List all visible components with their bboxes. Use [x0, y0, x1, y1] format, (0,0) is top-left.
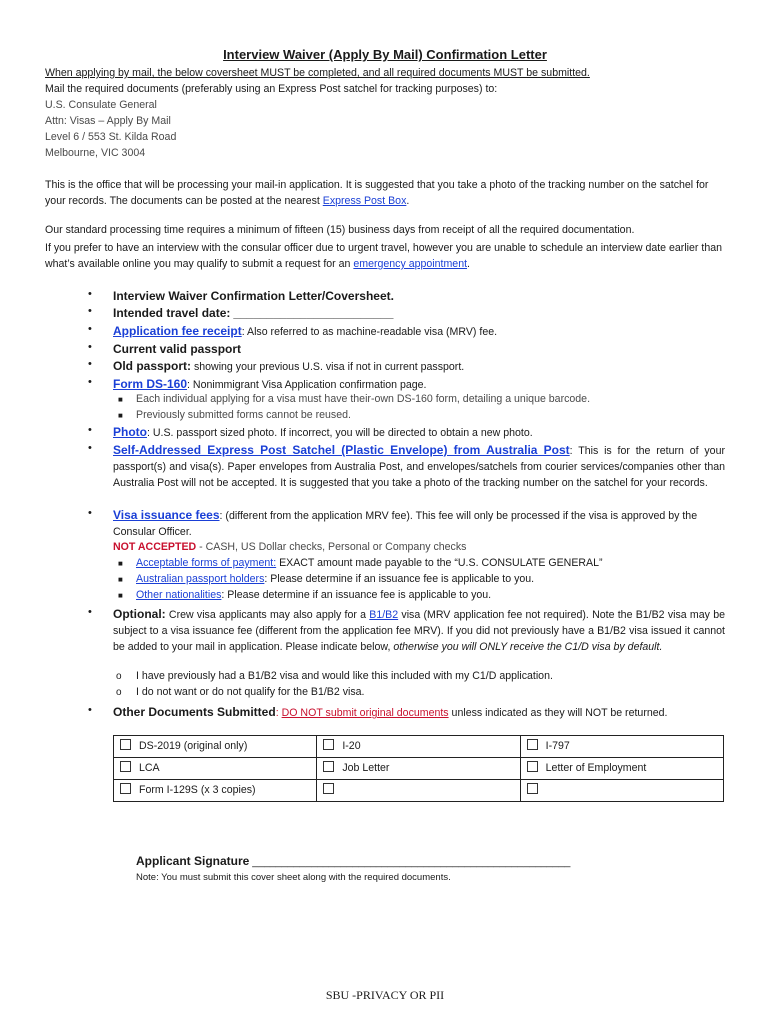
travel-date-blank[interactable]: ________________________ — [233, 306, 394, 320]
item-fee-receipt — [113, 323, 725, 340]
processing-time-line: Our standard processing time requires a minimum of fifteen (15) business days from receipt of all the required documentation. — [45, 224, 635, 236]
doc-label: Form I-129S (x 3 copies) — [139, 784, 256, 796]
ds160-sub-1: Each individual applying for a visa must have their-own DS-160 form, detailing a unique barcode. — [136, 393, 591, 405]
photo-text: : U.S. passport sized photo. If incorrect, you will be directed to obtain a new photo. — [147, 427, 533, 439]
optional-italic-text: otherwise you will ONLY receive the C1/D visa by default. — [393, 641, 663, 653]
address-line-3: Level 6 / 553 St. Kilda Road — [45, 131, 177, 143]
doc-label: Letter of Employment — [545, 762, 647, 774]
australian-holders-line — [136, 573, 534, 585]
other-documents-text: unless indicated as they will NOT be returned. — [448, 707, 668, 719]
item-travel-date — [113, 305, 725, 322]
item-optional — [113, 606, 725, 655]
address-line-2: Attn: Visas – Apply By Mail — [45, 115, 171, 127]
square-bullet-icon: ■ — [118, 411, 123, 420]
processing-office-text: This is the office that will be processing your mail-in application. It is suggested that you take a photo of the tracking number on the satchel for your records. The documents can be posted at the nearest — [45, 179, 709, 207]
option-b1b2-include: I have previously had a B1/B2 visa and would like this included with my C1/D application. — [136, 670, 553, 682]
item-photo — [113, 424, 725, 441]
doc-label: I-797 — [545, 740, 570, 752]
intro-line-1: When applying by mail, the below coversheet MUST be completed, and all required documents MUST be submitted. — [45, 67, 590, 79]
issuance-fees-text: : (different from the application MRV fee). This fee will only be processed if the visa is approved by the Consular Officer. — [113, 510, 698, 538]
square-bullet-icon: ■ — [118, 575, 123, 584]
not-accepted-label: NOT ACCEPTED — [113, 541, 197, 553]
bullet: • — [88, 704, 92, 716]
item-old-passport — [113, 358, 725, 375]
table-cell[interactable] — [520, 736, 723, 758]
signature-line — [136, 854, 570, 868]
item-issuance-fees — [113, 507, 725, 540]
page-footer: SBU -PRIVACY OR PII — [325, 988, 445, 1002]
b1b2-link[interactable]: B1/B2 — [369, 609, 399, 621]
checkbox-icon[interactable] — [527, 739, 538, 750]
doc-label: LCA — [139, 762, 160, 774]
ds160-text: : Nonimmigrant Visa Application confirmation page. — [187, 379, 427, 391]
table-cell[interactable] — [520, 758, 723, 780]
application-fee-receipt-link[interactable]: Application fee receipt — [113, 324, 242, 338]
intro-line-2: Mail the required documents (preferably using an Express Post satchel for tracking purposes) to: — [45, 83, 498, 95]
checkbox-icon[interactable] — [120, 761, 131, 772]
do-not-submit-originals-link[interactable]: DO NOT submit original documents — [281, 707, 449, 719]
table-cell[interactable] — [114, 780, 317, 802]
table-cell[interactable] — [114, 758, 317, 780]
address-line-1: U.S. Consulate General — [45, 99, 157, 111]
optional-text-2: visa (MRV application fee not required). Note the B1/B2 visa may be subject to a visa issuance fee (different from the application fee MRV). If you did not previously have a B1/B2 visa issued it cannot be added to your mail in application. Please indicate below, — [113, 609, 725, 653]
checkbox-icon[interactable] — [527, 783, 538, 794]
bullet: • — [88, 323, 92, 335]
address-line-4: Melbourne, VIC 3004 — [45, 147, 146, 159]
checkbox-icon[interactable] — [527, 761, 538, 772]
processing-office-paragraph — [45, 177, 730, 209]
bullet: • — [88, 376, 92, 388]
bullet: • — [88, 424, 92, 436]
australian-passport-holders-link[interactable]: Australian passport holders — [136, 573, 265, 585]
not-accepted-line — [113, 539, 725, 555]
item-ds160 — [113, 376, 725, 393]
fee-receipt-text: : Also referred to as machine-readable visa (MRV) fee. — [241, 326, 498, 338]
square-bullet-icon: ■ — [118, 559, 123, 568]
table-cell[interactable] — [317, 736, 520, 758]
doc-label: Job Letter — [342, 762, 390, 774]
australian-holders-text: : Please determine if an issuance fee is applicable to you. — [264, 573, 535, 585]
table-cell[interactable] — [317, 780, 520, 802]
radio-circle-icon[interactable]: o — [116, 687, 122, 698]
checkbox-icon[interactable] — [323, 761, 334, 772]
bullet: • — [88, 442, 92, 454]
satchel-text: : This is for the return of your passport(s) and visa(s). Paper envelopes from Australia Post, and envelopes/satchels from courier services/companies other than Australia Post will not be accepted. It is suggested that you take a photo of the tracking number on the satchel for your records. — [113, 445, 725, 489]
doc-label: I-20 — [342, 740, 361, 752]
bullet: • — [88, 606, 92, 618]
other-nationalities-text: : Please determine if an issuance fee is applicable to you. — [221, 589, 492, 601]
payment-text: EXACT amount made payable to the “U.S. CONSULATE GENERAL” — [276, 557, 603, 569]
option-b1b2-decline: I do not want or do not qualify for the B1/B2 visa. — [136, 686, 365, 698]
visa-issuance-fees-link[interactable]: Visa issuance fees — [113, 508, 220, 522]
bullet: • — [88, 341, 92, 353]
table-cell[interactable] — [114, 736, 317, 758]
express-post-box-link[interactable]: Express Post Box — [322, 195, 407, 207]
item-coversheet: Interview Waiver Confirmation Letter/Coversheet. — [113, 289, 394, 303]
table-row — [114, 780, 724, 802]
not-accepted-text: - CASH, US Dollar checks, Personal or Company checks — [196, 541, 467, 553]
checkbox-icon[interactable] — [323, 739, 334, 750]
signature-blank[interactable]: ______________________________________________________ — [252, 856, 571, 868]
form-ds160-link[interactable]: Form DS-160 — [113, 377, 188, 391]
optional-text-1: Crew visa applicants may also apply for a — [165, 609, 370, 621]
emergency-text: If you prefer to have an interview with the consular officer due to urgent travel, however you are unable to schedule an interview date earlier than what’s available online you may qualify to submit a request for an — [45, 242, 723, 270]
other-documents-label: Other Documents Submitted — [113, 705, 276, 719]
period: . — [467, 258, 470, 270]
emergency-appointment-link[interactable]: emergency appointment — [353, 258, 468, 270]
documents-table — [113, 735, 724, 802]
emergency-paragraph — [45, 240, 730, 272]
period: . — [406, 195, 410, 207]
photo-link[interactable]: Photo — [113, 425, 147, 439]
square-bullet-icon: ■ — [118, 591, 123, 600]
document-title: Interview Waiver (Apply By Mail) Confirmation Letter — [223, 47, 547, 62]
payment-forms-line — [136, 557, 603, 569]
table-row — [114, 758, 724, 780]
bullet: • — [88, 288, 92, 300]
bullet: • — [88, 358, 92, 370]
doc-label: DS-2019 (original only) — [139, 740, 248, 752]
old-passport-label: Old passport: — [113, 359, 192, 373]
other-nationalities-link[interactable]: Other nationalities — [136, 589, 222, 601]
table-cell[interactable] — [520, 780, 723, 802]
checkbox-icon[interactable] — [120, 783, 131, 794]
table-row — [114, 736, 724, 758]
travel-date-label: Intended travel date: — [113, 306, 231, 320]
checkbox-icon[interactable] — [323, 783, 334, 794]
acceptable-payment-link[interactable]: Acceptable forms of payment: — [136, 557, 277, 569]
bullet: • — [88, 507, 92, 519]
colon: : — [275, 707, 279, 719]
item-valid-passport: Current valid passport — [113, 342, 242, 356]
ds160-sub-2: Previously submitted forms cannot be reused. — [136, 409, 351, 421]
radio-circle-icon[interactable]: o — [116, 671, 122, 682]
table-cell[interactable] — [317, 758, 520, 780]
item-satchel — [113, 442, 725, 491]
signature-note: Note: You must submit this cover sheet along with the required documents. — [136, 872, 451, 883]
signature-label: Applicant Signature — [136, 854, 250, 868]
item-other-documents — [113, 704, 725, 721]
other-nationalities-line — [136, 589, 491, 601]
bullet: • — [88, 305, 92, 317]
old-passport-text: showing your previous U.S. visa if not in current passport. — [191, 361, 465, 373]
checkbox-icon[interactable] — [120, 739, 131, 750]
optional-label: Optional: — [113, 607, 166, 621]
square-bullet-icon: ■ — [118, 395, 123, 404]
express-post-satchel-link[interactable]: Self-Addressed Express Post Satchel (Plastic Envelope) from Australia Post — [113, 443, 570, 457]
